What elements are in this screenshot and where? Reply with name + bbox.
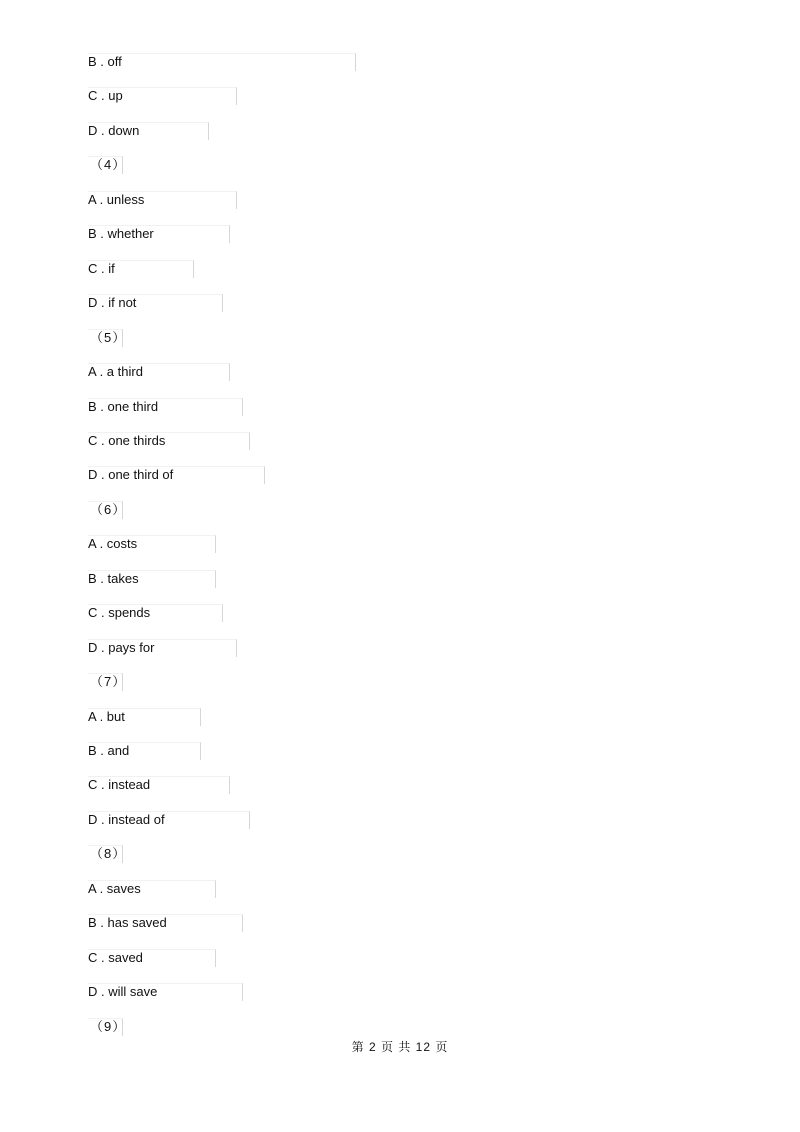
answer-option: B . takes [88, 571, 139, 586]
question-number: （9） [90, 1019, 127, 1034]
answer-option: D . down [88, 123, 140, 138]
answer-option: D . if not [88, 295, 137, 310]
question-number: （4） [90, 157, 127, 172]
answer-option: C . if [88, 261, 115, 276]
answer-option: D . pays for [88, 640, 155, 655]
question-number: （5） [90, 330, 127, 345]
answer-option: D . one third of [88, 467, 174, 482]
question-number: （7） [90, 674, 127, 689]
answer-option: C . up [88, 88, 123, 103]
question-number: （6） [90, 502, 127, 517]
page-footer: 第 2 页 共 12 页 [351, 1040, 449, 1054]
answer-option: C . saved [88, 950, 143, 965]
answer-option: D . instead of [88, 812, 165, 827]
answer-option: B . one third [88, 399, 159, 414]
answer-option: B . whether [88, 226, 154, 241]
answer-option: C . instead [88, 777, 151, 792]
answer-option: A . a third [88, 364, 143, 379]
answer-option: A . costs [88, 536, 138, 551]
answer-option: B . has saved [88, 915, 167, 930]
answer-frame [88, 53, 356, 71]
answer-option: B . and [88, 743, 130, 758]
answer-option: A . unless [88, 192, 145, 207]
answer-option: A . saves [88, 881, 141, 896]
answer-option: C . one thirds [88, 433, 166, 448]
answer-option: B . off [88, 54, 122, 69]
answer-option: D . will save [88, 984, 158, 999]
answer-option: C . spends [88, 605, 151, 620]
answer-option: A . but [88, 709, 125, 724]
question-number: （8） [90, 846, 127, 861]
